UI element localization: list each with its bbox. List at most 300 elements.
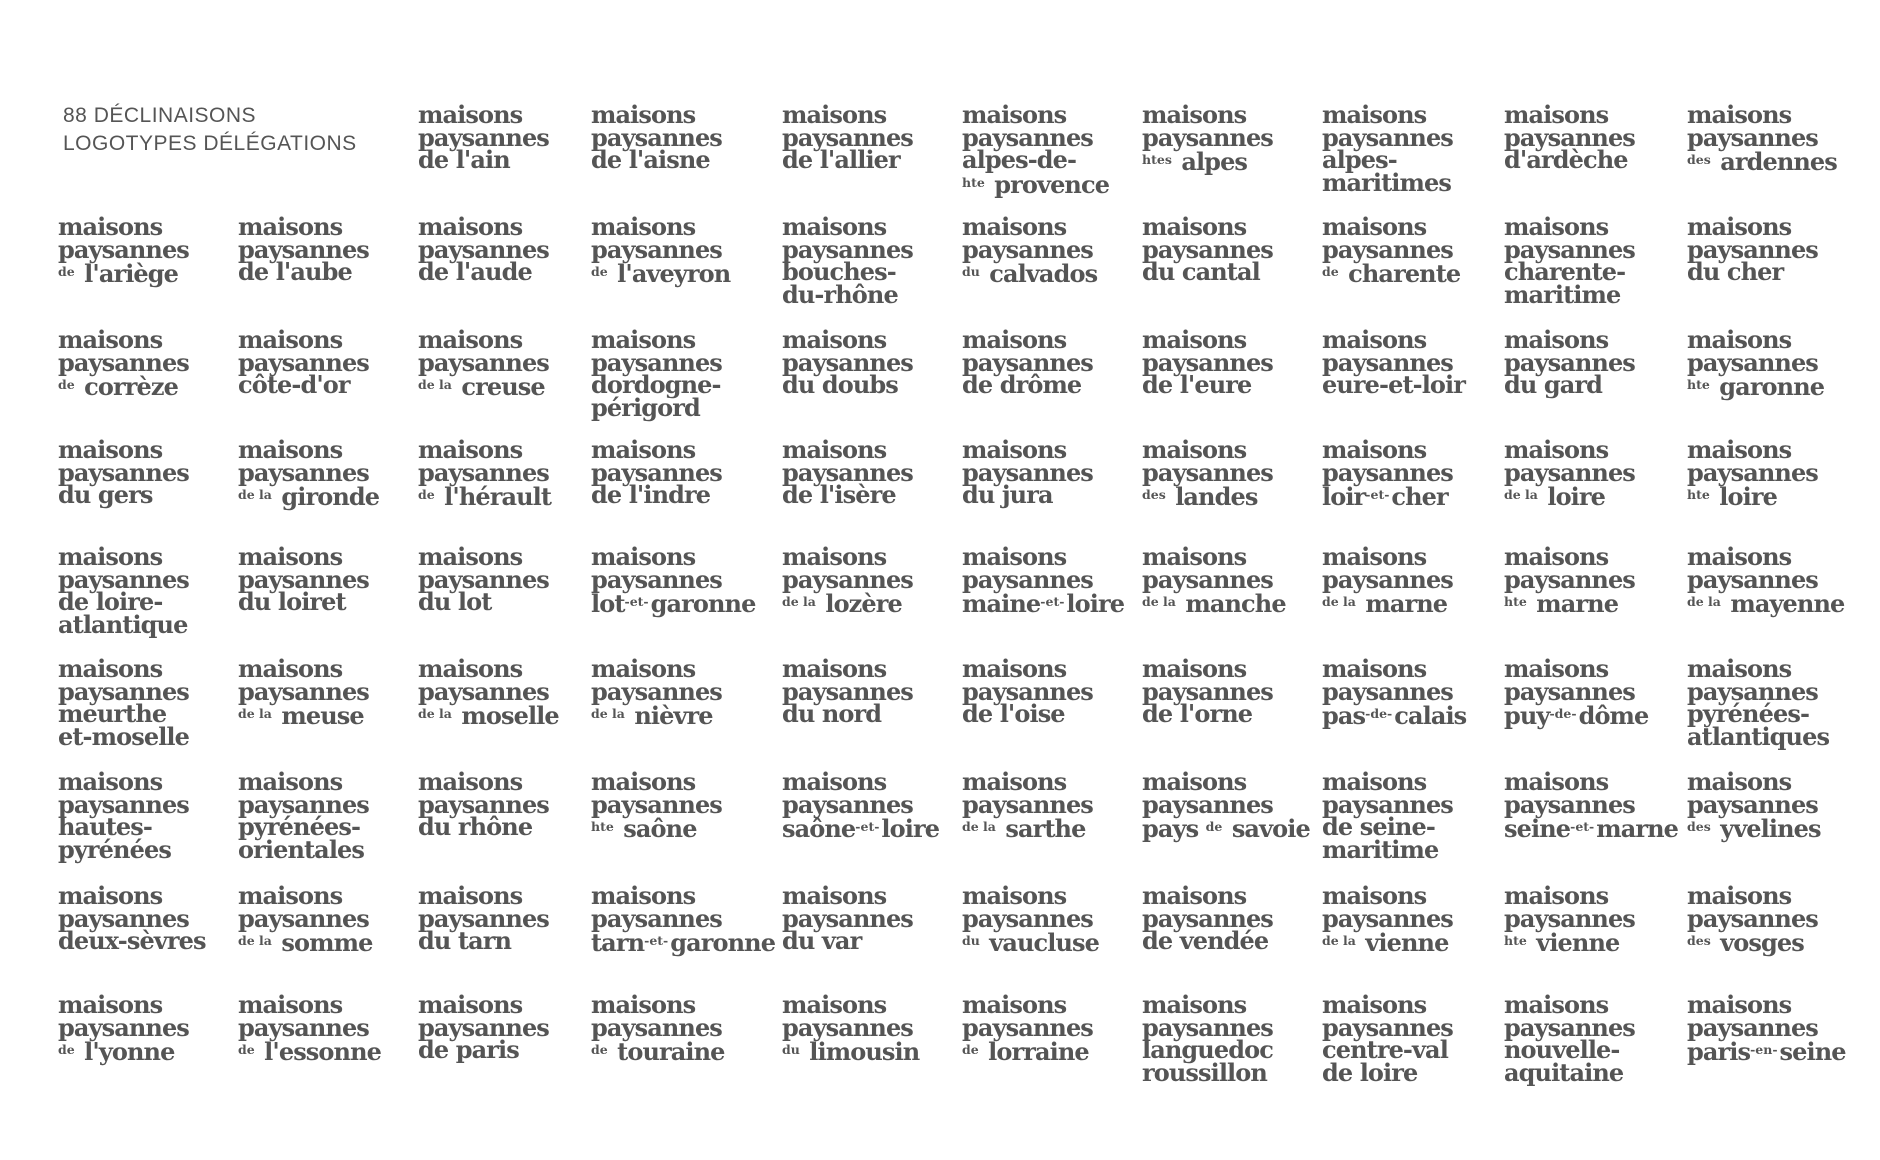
logotype-pyrenees-atlantiques — [1687, 654, 1830, 751]
logo-line-paysannes: paysannes — [58, 234, 189, 264]
logo-particle: de la — [1687, 594, 1721, 609]
logo-line-maisons: maisons — [1322, 212, 1427, 241]
logo-line-region: $^{de}$ l'yonne — [58, 1037, 175, 1066]
logo-line-region: pyrénées- — [238, 812, 361, 841]
logo-line-region: côte-d'or — [238, 370, 350, 399]
logo-line-maisons: maisons — [591, 542, 696, 571]
logo-particle: hte — [591, 819, 614, 834]
logotype-du-cantal — [1142, 212, 1273, 286]
logo-line-maisons: maisons — [591, 881, 696, 910]
logo-particle: hte — [1687, 487, 1710, 502]
logo-particle: du — [782, 1042, 800, 1057]
logo-line-region: de loire- — [58, 587, 163, 616]
logo-line-maisons: maisons — [1687, 990, 1792, 1019]
logo-line-maisons: maisons — [238, 881, 343, 910]
logo-line-maisons: maisons — [1687, 881, 1792, 910]
logo-line-region: $^{hte}$ garonne — [1687, 372, 1825, 401]
logo-line-region: de l'oise — [962, 699, 1065, 728]
logo-line-region: roussillon — [1142, 1057, 1267, 1087]
logotype-pyrenees-orientales — [238, 767, 369, 864]
logo-line-region: dordogne- — [591, 370, 721, 399]
logo-line-paysannes: paysannes — [591, 457, 722, 487]
logo-line-region: $^{de la}$ loire — [1504, 482, 1606, 511]
logo-line-maisons: maisons — [418, 542, 523, 571]
logotype-alpes-de-hte-provence — [962, 100, 1110, 199]
logo-line-region: du rhône — [418, 812, 533, 841]
logo-particle: de la — [238, 706, 272, 721]
logo-line-paysannes: paysannes — [1322, 1012, 1453, 1042]
logo-line-paysannes: paysannes — [418, 122, 549, 152]
logo-particle: des — [1687, 819, 1711, 834]
logotype-de-paris — [418, 990, 549, 1064]
logo-line-region: alpes-de- — [962, 145, 1077, 174]
logotype-du-doubs — [782, 325, 913, 399]
logo-line-paysannes: paysannes — [58, 347, 189, 377]
logotype-de-l-allier — [782, 100, 913, 174]
logo-line-region: du gard — [1504, 370, 1603, 399]
logotype-de-l-aude — [418, 212, 549, 286]
logotype-de-vendee — [1142, 881, 1273, 955]
logotype-du-limousin — [782, 990, 920, 1066]
logotype-de-l-indre — [591, 435, 722, 509]
logo-line-maisons: maisons — [418, 767, 523, 796]
logo-line-paysannes: paysannes — [238, 564, 369, 594]
logotype-pas-de-calais — [1322, 654, 1467, 730]
logo-particle: de — [591, 264, 608, 279]
logo-line-maisons: maisons — [238, 435, 343, 464]
logotype-de-l-yonne — [58, 990, 189, 1066]
logo-line-maisons: maisons — [1142, 100, 1247, 129]
logo-line-region: périgord — [591, 392, 700, 422]
logo-line-paysannes: paysannes — [591, 564, 722, 594]
logo-line-paysannes: paysannes — [238, 676, 369, 706]
logo-line-maisons: maisons — [238, 325, 343, 354]
logo-line-paysannes: paysannes — [782, 347, 913, 377]
logo-line-paysannes: paysannes — [418, 676, 549, 706]
logo-line-region: de l'orne — [1142, 699, 1253, 728]
logotype-de-l-ariege — [58, 212, 189, 288]
logo-line-region: de l'isère — [782, 480, 896, 509]
logo-line-maisons: maisons — [591, 435, 696, 464]
logo-particle: htes — [1142, 152, 1172, 167]
logo-line-maisons: maisons — [1142, 325, 1247, 354]
logo-line-maisons: maisons — [962, 654, 1067, 683]
logo-line-maisons: maisons — [1687, 212, 1792, 241]
logotype-de-l-oise — [962, 654, 1093, 728]
logo-line-paysannes: paysannes — [591, 1012, 722, 1042]
logo-line-region: seine$^{-et-}$marne — [1504, 814, 1679, 843]
logo-particle: de la — [782, 594, 816, 609]
logo-line-region: maine$^{-et-}$loire — [962, 589, 1125, 618]
logo-line-paysannes: paysannes — [418, 903, 549, 933]
logo-line-paysannes: paysannes — [591, 122, 722, 152]
logo-line-paysannes: paysannes — [238, 1012, 369, 1042]
logo-line-paysannes: paysannes — [1687, 676, 1818, 706]
logotype-du-cher — [1687, 212, 1818, 286]
logo-particle: des — [1142, 487, 1166, 502]
logotype-des-landes — [1142, 435, 1273, 511]
logo-line-region: $^{de}$ lorraine — [962, 1037, 1089, 1066]
logo-particle: de la — [418, 377, 452, 392]
logo-line-maisons: maisons — [58, 542, 163, 571]
logotype-de-la-loire — [1504, 435, 1635, 511]
logo-line-maisons: maisons — [1687, 100, 1792, 129]
logo-line-region: meurthe — [58, 699, 167, 728]
logotype-du-loiret — [238, 542, 369, 616]
logo-line-maisons: maisons — [1687, 435, 1792, 464]
logo-particle: de la — [1322, 933, 1356, 948]
logo-particle: de — [962, 1042, 979, 1057]
logo-line-paysannes: paysannes — [1687, 789, 1818, 819]
logo-particle: de la — [591, 706, 625, 721]
logo-line-maisons: maisons — [1322, 654, 1427, 683]
logo-line-paysannes: paysannes — [1504, 122, 1635, 152]
logotype-du-gers — [58, 435, 189, 509]
logotype-centre-val-de-loire — [1322, 990, 1453, 1087]
logo-line-paysannes: paysannes — [418, 564, 549, 594]
logo-line-maisons: maisons — [418, 100, 523, 129]
logo-line-region: $^{de}$ corrèze — [58, 372, 178, 401]
logotype-de-la-mayenne — [1687, 542, 1845, 618]
logo-line-region: atlantique — [58, 609, 188, 639]
logotype-hte-loire — [1687, 435, 1818, 511]
logo-line-maisons: maisons — [238, 990, 343, 1019]
logotype-de-la-gironde — [238, 435, 380, 511]
logotype-de-l-aube — [238, 212, 369, 286]
logo-particle: -de- — [1549, 706, 1577, 721]
logo-line-maisons: maisons — [1322, 100, 1427, 129]
logo-line-maisons: maisons — [782, 881, 887, 910]
logo-line-region: pyrénées- — [1687, 699, 1810, 728]
logo-line-region: pas$^{-de-}$calais — [1322, 701, 1467, 730]
logo-line-maisons: maisons — [591, 212, 696, 241]
logotype-de-drome — [962, 325, 1093, 399]
logo-line-maisons: maisons — [591, 654, 696, 683]
logo-line-maisons: maisons — [1322, 325, 1427, 354]
logotype-de-la-marne — [1322, 542, 1453, 618]
logo-line-maisons: maisons — [782, 542, 887, 571]
logo-line-paysannes: paysannes — [962, 1012, 1093, 1042]
logo-line-region: maritimes — [1322, 167, 1451, 197]
logo-line-region: de seine- — [1322, 812, 1435, 841]
logo-particle: hte — [1504, 933, 1527, 948]
logotype-de-la-meuse — [238, 654, 369, 730]
logo-line-maisons: maisons — [962, 435, 1067, 464]
logo-line-maisons: maisons — [591, 100, 696, 129]
logo-line-region: $^{hte}$ vienne — [1504, 928, 1620, 957]
logo-line-region: pays $^{de}$ savoie — [1142, 814, 1310, 843]
logo-line-maisons: maisons — [418, 654, 523, 683]
logo-line-maisons: maisons — [1322, 881, 1427, 910]
logo-line-maisons: maisons — [962, 881, 1067, 910]
logo-line-paysannes: paysannes — [418, 1012, 549, 1042]
logo-line-region: du gers — [58, 480, 153, 509]
logo-line-maisons: maisons — [962, 325, 1067, 354]
logotype-du-tarn — [418, 881, 549, 955]
logo-line-region: eure-et-loir — [1322, 370, 1465, 399]
logo-particle: de — [238, 1042, 255, 1057]
logo-line-region: orientales — [238, 834, 365, 864]
logo-line-paysannes: paysannes — [962, 789, 1093, 819]
logo-line-paysannes: paysannes — [1504, 564, 1635, 594]
logo-line-region: de l'allier — [782, 145, 900, 174]
logo-line-paysannes: paysannes — [1504, 347, 1635, 377]
logo-line-region: languedoc — [1142, 1035, 1273, 1064]
logo-particle: de — [58, 264, 75, 279]
logotype-des-vosges — [1687, 881, 1818, 957]
logo-line-paysannes: paysannes — [1142, 457, 1273, 487]
logotype-du-var — [782, 881, 913, 955]
logo-line-region: $^{de la}$ creuse — [418, 372, 545, 401]
logo-line-maisons: maisons — [1322, 435, 1427, 464]
logo-line-maisons: maisons — [1142, 542, 1247, 571]
logo-line-region: $^{hte}$ loire — [1687, 482, 1777, 511]
logo-line-region: $^{de la}$ gironde — [238, 482, 380, 511]
logotype-de-correze — [58, 325, 189, 401]
logo-line-region: $^{de}$ l'essonne — [238, 1037, 381, 1066]
logo-line-region: $^{de la}$ vienne — [1322, 928, 1449, 957]
logo-line-region: de vendée — [1142, 926, 1269, 955]
caption-line-count: 88 DÉCLINAISONS — [63, 104, 257, 127]
logo-particle: -et- — [644, 933, 669, 948]
logo-line-maisons: maisons — [418, 990, 523, 1019]
logotype-du-nord — [782, 654, 913, 728]
logo-line-maisons: maisons — [1322, 990, 1427, 1019]
logo-line-paysannes: paysannes — [1322, 676, 1453, 706]
logo-line-paysannes: paysannes — [418, 347, 549, 377]
logotype-de-l-ain — [418, 100, 549, 174]
logo-particle: de — [58, 1042, 75, 1057]
logotype-de-l-isere — [782, 435, 913, 509]
logo-line-region: loir$^{-et-}$cher — [1322, 482, 1448, 511]
logotype-de-l-aveyron — [591, 212, 731, 288]
logo-particle: -et- — [855, 819, 880, 834]
logo-line-region: de paris — [418, 1035, 519, 1064]
logo-line-region: $^{de la}$ manche — [1142, 589, 1286, 618]
logo-line-region: du tarn — [418, 926, 512, 955]
logo-line-maisons: maisons — [58, 990, 163, 1019]
logo-line-region: $^{des}$ yvelines — [1687, 814, 1821, 843]
logo-line-maisons: maisons — [591, 325, 696, 354]
logotype-dordogne-perigord — [591, 325, 722, 422]
logo-line-paysannes: paysannes — [1142, 1012, 1273, 1042]
logo-line-region: puy$^{-de-}$dôme — [1504, 701, 1649, 730]
logo-line-paysannes: paysannes — [782, 1012, 913, 1042]
logo-particle: de — [591, 1042, 608, 1057]
logo-particle: de la — [962, 819, 996, 834]
logo-line-maisons: maisons — [1142, 654, 1247, 683]
logo-line-region: deux-sèvres — [58, 926, 206, 955]
logo-line-paysannes: paysannes — [782, 789, 913, 819]
logotype-du-calvados — [962, 212, 1098, 288]
logo-line-region: $^{hte}$ marne — [1504, 589, 1619, 618]
logo-line-region: de l'indre — [591, 480, 711, 509]
logo-particle: des — [1687, 933, 1711, 948]
logo-line-maisons: maisons — [58, 212, 163, 241]
logotype-htes-alpes — [1142, 100, 1273, 176]
logotype-du-rhone — [418, 767, 549, 841]
logotype-maine-et-loire — [962, 542, 1125, 618]
logo-line-maisons: maisons — [1504, 767, 1609, 796]
logo-line-paysannes: paysannes — [962, 457, 1093, 487]
logo-particle: de — [418, 487, 435, 502]
logotype-du-gard — [1504, 325, 1635, 399]
logo-line-maisons: maisons — [1504, 881, 1609, 910]
logo-line-paysannes: paysannes — [418, 457, 549, 487]
logo-line-maisons: maisons — [782, 435, 887, 464]
logo-line-maisons: maisons — [962, 767, 1067, 796]
logotype-de-seine-maritime — [1322, 767, 1453, 864]
logo-line-maisons: maisons — [238, 654, 343, 683]
logo-line-maisons: maisons — [418, 881, 523, 910]
logo-line-paysannes: paysannes — [58, 789, 189, 819]
logo-line-maisons: maisons — [418, 435, 523, 464]
logo-line-paysannes: paysannes — [1687, 1012, 1818, 1042]
logo-particle: du — [962, 264, 980, 279]
logo-particle: de la — [238, 487, 272, 502]
logotype-eure-et-loir — [1322, 325, 1465, 399]
logo-line-maisons: maisons — [238, 767, 343, 796]
logo-line-paysannes: paysannes — [58, 1012, 189, 1042]
logo-line-maisons: maisons — [782, 767, 887, 796]
logotype-d-ardeche — [1504, 100, 1635, 174]
logotype-hautes-pyrenees — [58, 767, 189, 864]
logo-line-region: charente- — [1504, 257, 1626, 286]
logo-line-maisons: maisons — [418, 212, 523, 241]
logo-line-maisons: maisons — [1687, 542, 1792, 571]
logo-line-paysannes: paysannes — [238, 347, 369, 377]
logo-line-maisons: maisons — [962, 542, 1067, 571]
logotype-cote-d-or — [238, 325, 369, 399]
logo-line-paysannes: paysannes — [58, 564, 189, 594]
logotype-de-la-moselle — [418, 654, 559, 730]
logo-particle: -et- — [1570, 819, 1595, 834]
logo-line-maisons: maisons — [1142, 767, 1247, 796]
logo-line-maisons: maisons — [1504, 435, 1609, 464]
logo-line-maisons: maisons — [1142, 881, 1247, 910]
logo-line-region: du cher — [1687, 257, 1784, 286]
logo-line-maisons: maisons — [238, 212, 343, 241]
logotype-loir-et-cher — [1322, 435, 1453, 511]
logo-line-maisons: maisons — [1687, 654, 1792, 683]
logo-line-paysannes: paysannes — [1322, 122, 1453, 152]
logo-line-region: du lot — [418, 587, 492, 616]
logotype-seine-et-marne — [1504, 767, 1679, 843]
logo-line-region: $^{de}$ l'ariège — [58, 259, 179, 288]
logotype-alpes-maritimes — [1322, 100, 1453, 197]
logo-line-region: d'ardèche — [1504, 145, 1628, 174]
logotype-hte-vienne — [1504, 881, 1635, 957]
logo-line-paysannes: paysannes — [962, 903, 1093, 933]
logo-line-paysannes: paysannes — [782, 564, 913, 594]
logo-line-region: tarn$^{-et-}$garonne — [591, 928, 776, 957]
logotype-de-l-essonne — [238, 990, 381, 1066]
logo-particle: -et- — [1040, 594, 1065, 609]
logo-line-maisons: maisons — [1687, 325, 1792, 354]
logo-line-maisons: maisons — [238, 542, 343, 571]
logo-line-region: $^{de}$ touraine — [591, 1037, 725, 1066]
logo-line-maisons: maisons — [1142, 212, 1247, 241]
logo-line-paysannes: paysannes — [1504, 457, 1635, 487]
logo-line-region: du nord — [782, 699, 882, 728]
logo-line-region: maritime — [1322, 834, 1439, 864]
logo-particle: -en- — [1750, 1042, 1778, 1057]
logo-line-maisons: maisons — [782, 325, 887, 354]
logo-line-region: nouvelle- — [1504, 1035, 1620, 1064]
logo-particle: -et- — [624, 594, 649, 609]
logotype-nouvelle-aquitaine — [1504, 990, 1635, 1087]
logo-line-maisons: maisons — [1322, 767, 1427, 796]
logo-line-paysannes: paysannes — [418, 234, 549, 264]
logo-line-region: $^{des}$ landes — [1142, 482, 1258, 511]
logo-line-maisons: maisons — [782, 990, 887, 1019]
logo-line-paysannes: paysannes — [1504, 903, 1635, 933]
logo-line-region: $^{hte}$ saône — [591, 814, 697, 843]
logo-line-region: du doubs — [782, 370, 898, 399]
logo-particle: -et- — [1365, 487, 1390, 502]
logotype-de-l-aisne — [591, 100, 722, 174]
logo-line-paysannes: paysannes — [1142, 676, 1273, 706]
logotype-tarn-et-garonne — [591, 881, 776, 957]
logo-particle: hte — [1504, 594, 1527, 609]
logo-line-paysannes: paysannes — [1322, 234, 1453, 264]
logo-line-paysannes: paysannes — [782, 457, 913, 487]
logo-line-paysannes: paysannes — [591, 676, 722, 706]
logo-line-paysannes: paysannes — [58, 457, 189, 487]
caption-line-title: LOGOTYPES DÉLÉGATIONS — [63, 132, 357, 155]
logo-line-paysannes: paysannes — [58, 903, 189, 933]
logo-line-paysannes: paysannes — [1142, 564, 1273, 594]
logo-line-paysannes: paysannes — [962, 122, 1093, 152]
logo-line-paysannes: paysannes — [1504, 789, 1635, 819]
logo-line-maisons: maisons — [1504, 325, 1609, 354]
logo-line-region: $^{du}$ calvados — [962, 259, 1098, 288]
logo-line-paysannes: paysannes — [1687, 457, 1818, 487]
logo-particle: de la — [1142, 594, 1176, 609]
logo-line-maisons: maisons — [1504, 100, 1609, 129]
logo-line-region: du var — [782, 926, 862, 955]
logo-line-maisons: maisons — [58, 767, 163, 796]
logo-line-region: maritime — [1504, 279, 1621, 309]
logo-line-region: centre-val — [1322, 1035, 1448, 1064]
logotype-puy-de-dome — [1504, 654, 1649, 730]
logo-line-region: $^{de}$ l'aveyron — [591, 259, 731, 288]
logo-line-maisons: maisons — [962, 990, 1067, 1019]
logo-line-paysannes: paysannes — [1687, 564, 1818, 594]
logotype-de-la-creuse — [418, 325, 549, 401]
logotype-de-touraine — [591, 990, 725, 1066]
logo-line-region: $^{de la}$ moselle — [418, 701, 559, 730]
logo-line-paysannes: paysannes — [591, 347, 722, 377]
logo-line-region: $^{de la}$ lozère — [782, 589, 902, 618]
logo-line-maisons: maisons — [591, 990, 696, 1019]
logo-line-region: aquitaine — [1504, 1057, 1624, 1087]
logo-line-region: $^{de la}$ nièvre — [591, 701, 713, 730]
logotype-du-lot — [418, 542, 549, 616]
logo-line-region: de l'eure — [1142, 370, 1252, 399]
logo-line-maisons: maisons — [1504, 654, 1609, 683]
logotype-de-l-eure — [1142, 325, 1273, 399]
logo-particle: des — [1687, 152, 1711, 167]
logo-line-region: atlantiques — [1687, 721, 1830, 751]
logotype-hte-marne — [1504, 542, 1635, 618]
logo-line-paysannes: paysannes — [591, 903, 722, 933]
logo-line-region: $^{hte}$ provence — [962, 169, 1110, 199]
logotype-de-la-sarthe — [962, 767, 1093, 843]
logo-line-paysannes: paysannes — [1142, 903, 1273, 933]
logo-line-region: $^{de la}$ meuse — [238, 701, 364, 730]
logo-line-maisons: maisons — [58, 881, 163, 910]
